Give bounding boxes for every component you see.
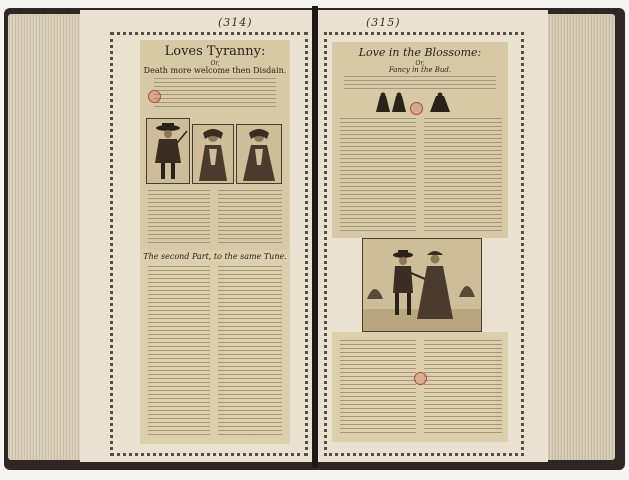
library-stamp-lower xyxy=(414,372,427,385)
woodcut-figure-lady-icon xyxy=(237,125,281,183)
ballad-verse-column-1 xyxy=(148,190,210,246)
ballad-intro-text xyxy=(154,78,276,108)
ballad-intro-text-right xyxy=(344,76,496,92)
woodcut-figure-man-icon xyxy=(147,119,189,183)
woodcut-couple-scene-icon xyxy=(363,239,481,331)
ballad-subtitle: Death more welcome then Disdain. xyxy=(143,66,287,75)
ballad-sheet-second-part xyxy=(140,250,290,444)
second-part-column-1 xyxy=(148,266,210,438)
ballad-sheet-lower-right xyxy=(332,332,508,442)
ballad-verse-column-2-right xyxy=(424,118,502,232)
right-page xyxy=(318,10,548,462)
woodcut-figure-woman-icon xyxy=(193,125,233,183)
woodcut-woman-portrait-1 xyxy=(192,124,234,184)
ballad-verse-column-2 xyxy=(218,190,282,246)
lower-verse-column-1-right xyxy=(340,340,416,436)
page-edges-right xyxy=(545,14,615,460)
ballad-sheet-loves-tyranny xyxy=(140,40,290,250)
ballad-sheet-love-in-the-blossome xyxy=(332,42,508,238)
left-page xyxy=(80,10,312,462)
woodcut-woman-portrait-2 xyxy=(236,124,282,184)
ballad-title-or: Or, xyxy=(210,60,220,67)
page-edges-left xyxy=(8,14,86,460)
library-stamp xyxy=(148,90,161,103)
lower-verse-column-2-right xyxy=(424,340,502,436)
right-page-number: (315) xyxy=(366,16,401,29)
second-part-column-2 xyxy=(218,266,282,438)
second-part-heading: The second Part, to the same Tune. xyxy=(143,252,287,261)
library-stamp-right xyxy=(410,102,423,115)
ballad-title: Loves Tyranny: xyxy=(164,44,266,59)
ballad-verse-column-1-right xyxy=(340,118,416,232)
ballad-title-or-right: Or, xyxy=(415,60,425,67)
ballad-subtitle-right: Fancy in the Bud. xyxy=(388,66,452,74)
left-page-number: (314) xyxy=(218,16,253,29)
woodcut-courting-couple xyxy=(362,238,482,332)
woodcut-man-with-hat xyxy=(146,118,190,184)
ballad-title-right: Love in the Blossome: xyxy=(358,46,482,59)
